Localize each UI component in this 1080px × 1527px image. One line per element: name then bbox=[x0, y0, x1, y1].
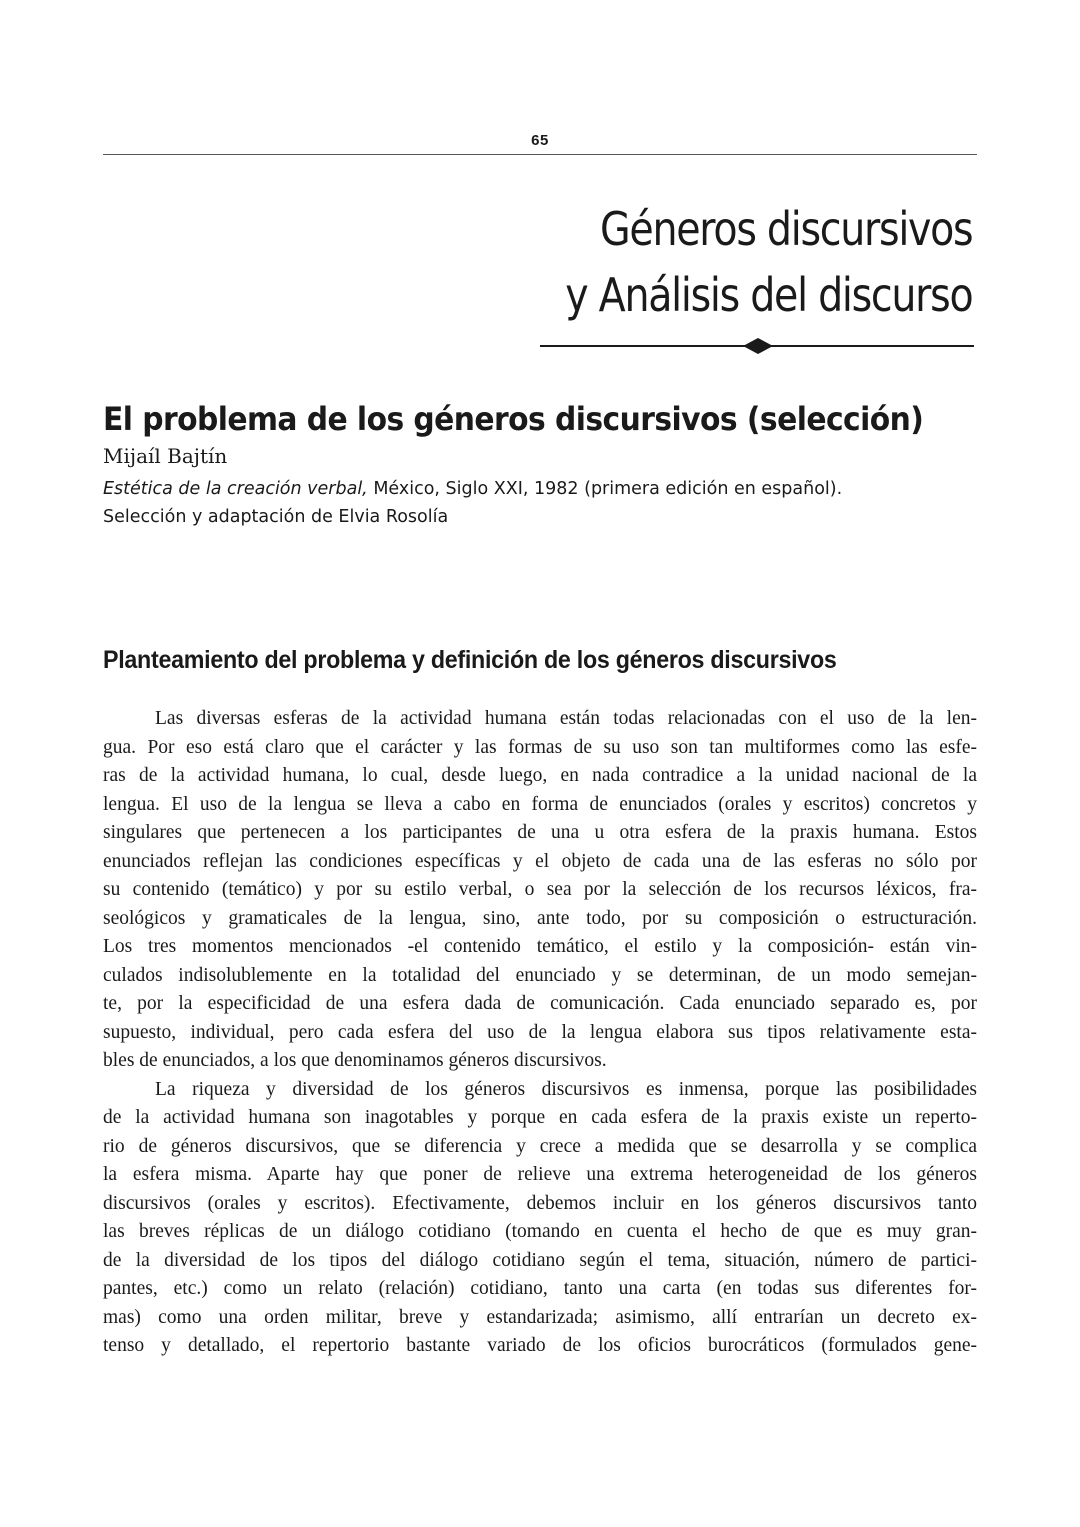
text-line: gua. Por eso está claro que el carácter y las formas de su uso son tan multiformes como las esfe- bbox=[103, 736, 977, 758]
selection-credit: Selección y adaptación de Elvia Rosolía bbox=[103, 507, 449, 527]
text-line: de la diversidad de los tipos del diálogo cotidiano según el tema, situación, número de partici- bbox=[103, 1249, 977, 1271]
text-line: pantes, etc.) como un relato (relación) cotidiano, tanto una carta (en todas sus diferentes for- bbox=[103, 1278, 977, 1299]
text-line: bles de enunciados, a los que denominamos géneros discursivos. bbox=[103, 1050, 607, 1071]
text-line: Los tres momentos mencionados -el contenido temático, el estilo y la composición- están vin- bbox=[103, 936, 977, 957]
diamond-rule-ornament bbox=[540, 336, 974, 356]
text-line: seológicos y gramaticales de la lengua, sino, ante todo, por su composición o estructuración. bbox=[103, 907, 977, 929]
source-book-title: Estética de la creación verbal, bbox=[103, 479, 368, 499]
article-author: Mijaíl Bajtín bbox=[103, 444, 228, 468]
paragraph-2 bbox=[103, 1076, 977, 1361]
text-line: mas) como una orden militar, breve y estandarizada; asimismo, allí entrarían un decreto ex- bbox=[103, 1306, 977, 1328]
article-title: El problema de los géneros discursivos (selección) bbox=[103, 400, 924, 438]
text-line: Las diversas esferas de la actividad humana están todas relacionadas con el uso de la len- bbox=[155, 708, 977, 729]
text-line: La riqueza y diversidad de los géneros discursivos es inmensa, porque las posibilidades bbox=[155, 1078, 977, 1100]
header-rule bbox=[103, 154, 977, 155]
text-line: culados indisolublemente en la totalidad del enunciado y se determinan, de un modo semejan- bbox=[103, 964, 977, 986]
text-line: su contenido (temático) y por su estilo verbal, o sea por la selección de los recursos léxicos, fra- bbox=[103, 879, 977, 900]
text-line: la esfera misma. Aparte hay que poner de relieve una extrema heterogeneidad de los géneros bbox=[103, 1164, 977, 1185]
text-line: ras de la actividad humana, lo cual, desde luego, en nada contradice a la unidad nacional de la bbox=[103, 765, 977, 786]
page-number: 65 bbox=[531, 132, 549, 149]
body-text bbox=[103, 705, 977, 1361]
text-line: tenso y detallado, el repertorio bastante variado de los oficios burocráticos (formulados gene- bbox=[103, 1335, 977, 1356]
text-line: de la actividad humana son inagotables y porque en cada esfera de la praxis existe un reperto- bbox=[103, 1107, 977, 1128]
text-line: rio de géneros discursivos, que se diferencia y crece a medida que se desarrolla y se complica bbox=[103, 1135, 977, 1157]
paragraph-1 bbox=[103, 705, 977, 1076]
chapter-title-line-2: y Análisis del discurso bbox=[564, 268, 972, 322]
text-line: lengua. El uso de la lengua se lleva a cabo en forma de enunciados (orales y escritos) concretos y bbox=[103, 793, 977, 815]
text-line: supuesto, individual, pero cada esfera del uso de la lengua elabora sus tipos relativamente esta- bbox=[103, 1021, 977, 1043]
source-publication-details: México, Siglo XXI, 1982 (primera edición en español). bbox=[367, 479, 843, 499]
text-line: discursivos (orales y escritos). Efectivamente, debemos incluir en los géneros discursivos tanto bbox=[103, 1192, 977, 1214]
text-line: te, por la especificidad de una esfera dada de comunicación. Cada enunciado separado es, por bbox=[103, 993, 977, 1014]
chapter-title bbox=[565, 196, 972, 328]
text-line: las breves réplicas de un diálogo cotidiano (tomando en cuenta el hecho de que es muy gran- bbox=[103, 1221, 977, 1242]
text-line: singulares que pertenecen a los participantes de una u otra esfera de la praxis humana. Estos bbox=[103, 822, 977, 843]
section-heading: Planteamiento del problema y definición de los géneros discursivos bbox=[103, 646, 837, 674]
article-source bbox=[103, 479, 842, 499]
chapter-title-line-1: Géneros discursivos bbox=[599, 202, 972, 256]
text-line: enunciados reflejan las condiciones específicas y el objeto de cada una de las esferas no sólo por bbox=[103, 850, 977, 872]
